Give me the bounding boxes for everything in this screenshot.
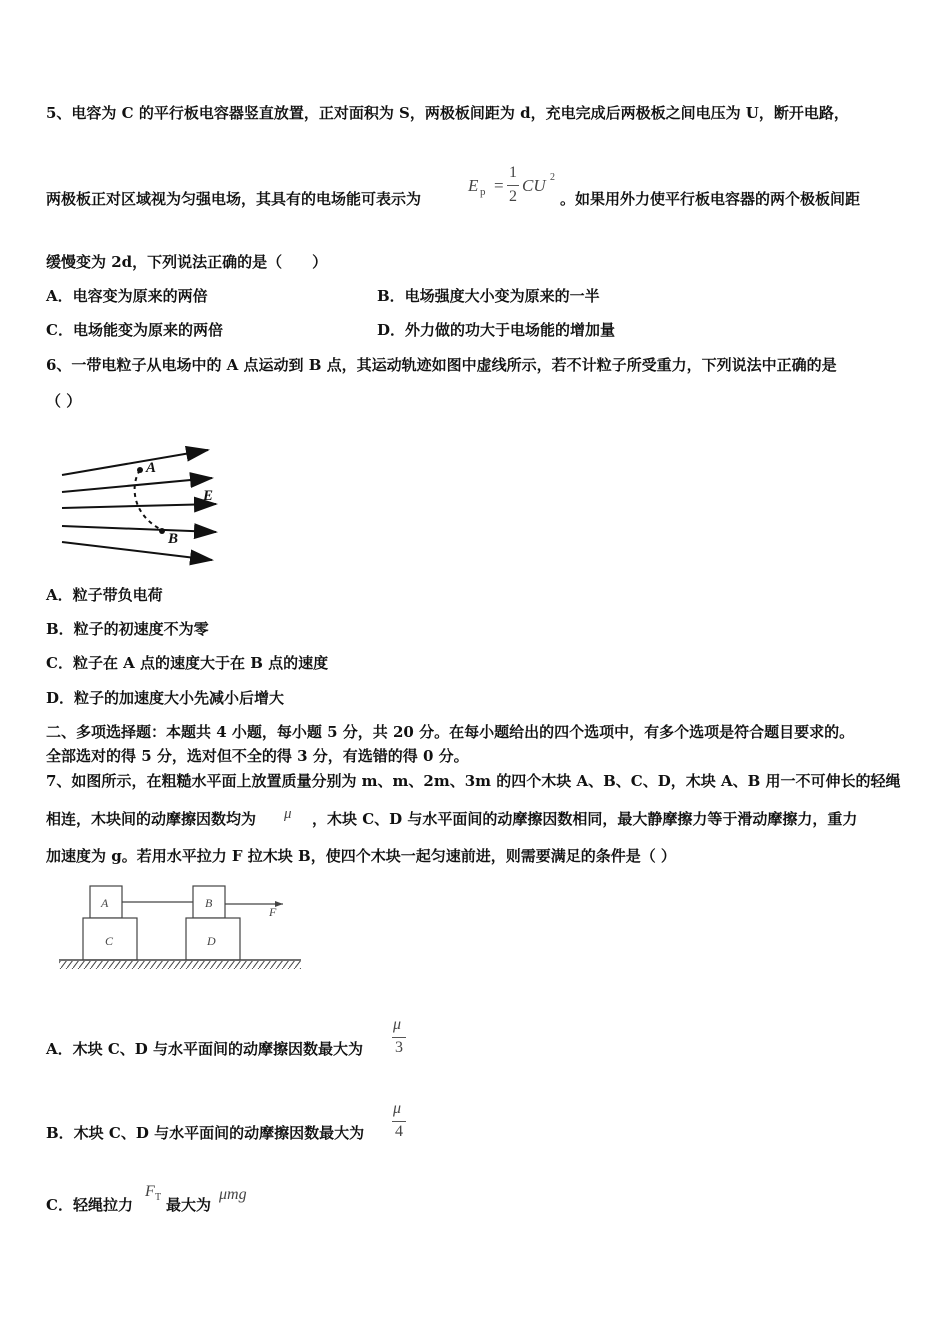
section2-line-2: 全部选对的得 5 分，选对但不全的得 3 分，有选错的得 0 分。 (46, 747, 469, 765)
q5-line-1: 5、电容为 C 的平行板电容器竖直放置，正对面积为 S，两极板间距为 d，充电完成后两极板之间电压为 U，断开电路， (46, 104, 849, 122)
q7-option-a-den: 3 (395, 1039, 403, 1056)
label-a: A (146, 460, 157, 476)
q7-option-a: A．木块 C、D 与水平面间的动摩擦因数最大为 (46, 1040, 364, 1058)
q5-option-c: C．电场能变为原来的两倍 (46, 321, 223, 339)
ground-hatch (59, 961, 301, 969)
q5-formula-num: 1 (509, 164, 517, 181)
q7-option-b-num: μ (393, 1100, 402, 1117)
q6-option-b: B．粒子的初速度不为零 (46, 620, 209, 638)
q7-option-c-ft: F (145, 1183, 155, 1200)
q5-line-3: 缓慢变为 2d，下列说法正确的是（ ） (46, 253, 328, 271)
q6-option-d: D．粒子的加速度大小先减小后增大 (46, 689, 285, 707)
q5-formula (468, 164, 568, 214)
point-a (137, 467, 143, 473)
q7-line-3: 加速度为 g。若用水平拉力 F 拉木块 B，使四个木块一起匀速前进，则需要满足的条件是（ ） (46, 847, 676, 865)
q5-option-b: B．电场强度大小变为原来的一半 (377, 287, 600, 305)
q5-option-a: A．电容变为原来的两倍 (46, 287, 208, 305)
q5-formula-den: 2 (509, 188, 517, 205)
section2-line-1: 二、多项选择题：本题共 4 小题，每小题 5 分，共 20 分。在每小题给出的四个选项中，有多个选项是符合题目要求的。 (46, 723, 855, 741)
q7-option-c-val: μmg (219, 1186, 247, 1203)
label-a: A (101, 896, 109, 910)
trajectory-dashed (135, 470, 162, 530)
q6-line-2: （ ） (46, 392, 82, 410)
field-line-5 (62, 542, 212, 560)
q7-option-a-num: μ (393, 1016, 402, 1033)
q7-option-a-frac (392, 1016, 408, 1060)
label-b: B (205, 896, 213, 910)
q5-formula-bar (507, 185, 519, 186)
q5-line-2-pre: 两极板正对区域视为匀强电场，其具有的电场能可表示为 (46, 190, 422, 208)
q6-field-figure (50, 430, 230, 570)
q5-formula-lhs: E (468, 176, 479, 195)
label-b: B (168, 531, 179, 547)
q7-blocks-figure (55, 880, 305, 972)
q5-formula-sub: p (480, 186, 486, 198)
field-line-3 (62, 504, 216, 508)
q7-line-1: 7、如图所示，在粗糙水平面上放置质量分别为 m、m、2m、3m 的四个木块 A、B、C、D，木块 A、B 用一不可伸长的轻绳 (46, 772, 901, 790)
field-line-4 (62, 526, 216, 532)
q6-option-a: A．粒子带负电荷 (46, 586, 163, 604)
q5-line-2-post: 。如果用外力使平行板电容器的两个极板间距 (560, 190, 861, 208)
label-d: D (207, 934, 216, 948)
q6-option-c: C．粒子在 A 点的速度大于在 B 点的速度 (46, 654, 329, 672)
label-e: E (203, 488, 214, 504)
q6-line-1: 6、一带电粒子从电场中的 A 点运动到 B 点，其运动轨迹如图中虚线所示，若不计粒子所受重力，下列说法中正确的是 (46, 356, 837, 374)
label-f: F (269, 905, 277, 919)
q7-line-2-post: ，木块 C、D 与水平面间的动摩擦因数相同，最大静摩擦力等于滑动摩擦力，重力 (312, 810, 858, 828)
label-c: C (105, 934, 114, 948)
q5-option-d: D．外力做的功大于电场能的增加量 (377, 321, 616, 339)
field-line-2 (62, 478, 212, 492)
q5-formula-eq: = (494, 176, 504, 195)
q7-option-b: B．木块 C、D 与水平面间的动摩擦因数最大为 (46, 1124, 365, 1142)
q5-formula-rhs: CU (522, 176, 546, 195)
q7-option-c-pre: C．轻绳拉力 (46, 1196, 133, 1214)
point-b (159, 528, 165, 534)
q7-line-2-pre: 相连，木块间的动摩擦因数均为 (46, 810, 257, 828)
field-line-1 (62, 450, 208, 475)
q7-option-b-bar (392, 1121, 406, 1122)
q5-formula-sup: 2 (550, 172, 555, 183)
q7-option-c-mid: 最大为 (166, 1196, 212, 1214)
q7-option-a-bar (392, 1037, 406, 1038)
q7-option-b-frac (392, 1100, 408, 1144)
q7-option-b-den: 4 (395, 1123, 403, 1140)
q7-option-c-ft-sub: T (155, 1192, 162, 1203)
q7-mu: μ (284, 806, 292, 822)
